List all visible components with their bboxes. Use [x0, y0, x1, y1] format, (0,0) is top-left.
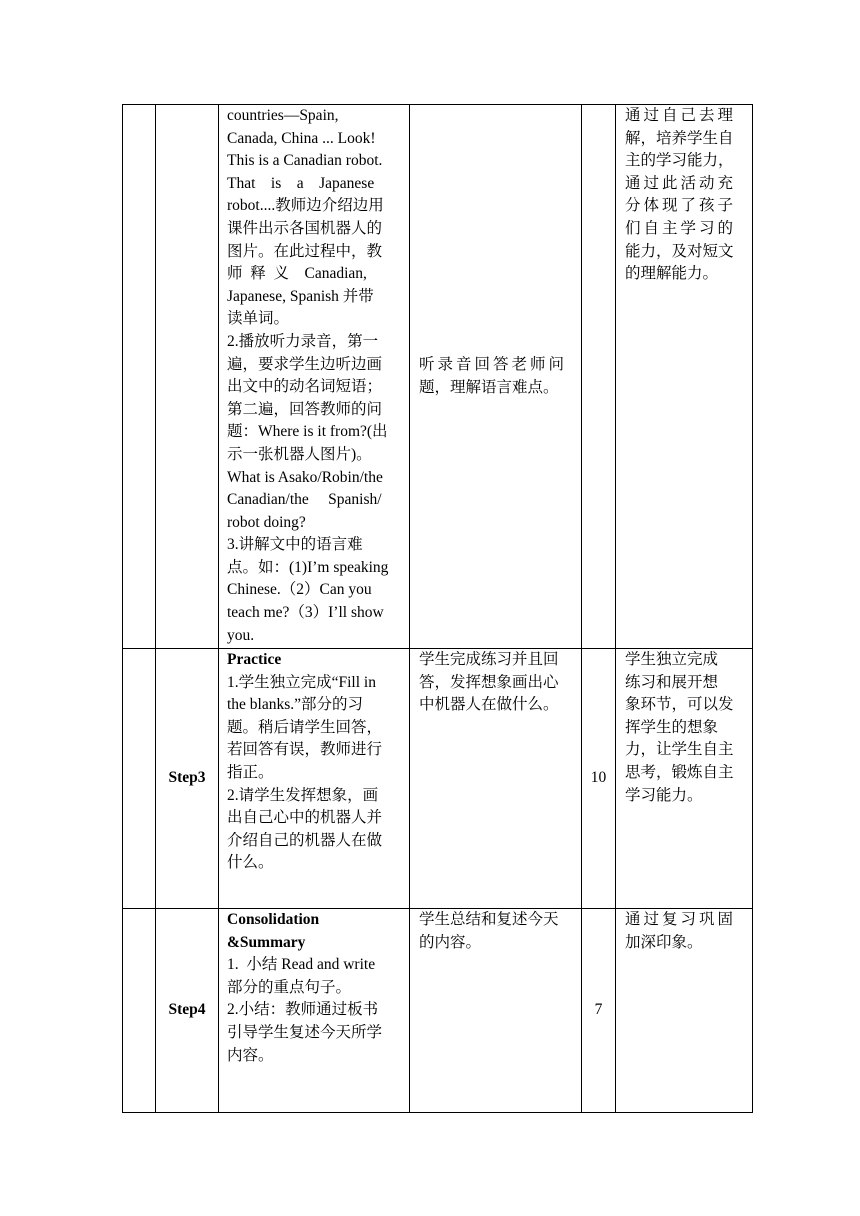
lesson-plan-table [122, 104, 753, 1113]
index-cell [123, 105, 156, 649]
time-cell: 7 [582, 909, 616, 1113]
student-activity-cell: 学生总结和复述今天 的内容。 [410, 909, 582, 1113]
step-label: Step3 [156, 649, 219, 909]
index-cell [123, 649, 156, 909]
purpose-cell: 通过自己去理 解，培养学生自 主的学习能力， 通过此活动充 分体现了孩子 们自主学习的 能力，及对短文 的理解能力。 [616, 105, 753, 649]
teacher-activity-cell: Consolidation &Summary 1. 小结 Read and write 部分的重点句子。 2.小结：教师通过板书 引导学生复述今天所学 内容。 [219, 909, 410, 1113]
section-title: &Summary [227, 933, 306, 951]
table-row [123, 105, 753, 649]
purpose-cell: 通过复习巩固 加深印象。 [616, 909, 753, 1113]
table-row [123, 909, 753, 1113]
section-title: Practice [227, 651, 282, 668]
student-activity-cell: 学生完成练习并且回 答，发挥想象画出心 中机器人在做什么。 [410, 649, 582, 909]
section-title: Consolidation [227, 911, 320, 928]
step-label: Step4 [156, 909, 219, 1113]
purpose-cell: 学生独立完成 练习和展开想 象环节，可以发 挥学生的想象 力，让学生自主 思考，锻炼自主 学习能力。 [616, 649, 753, 909]
teacher-activity-cell: Practice 1.学生独立完成“Fill in the blanks.”部分的习 题。稍后请学生回答， 若回答有误，教师进行 指正。 2.请学生发挥想象，画 出自己心中的机器人并 介绍自己的机器人在做 什么。 [219, 649, 410, 909]
time-cell: 10 [582, 649, 616, 909]
student-activity-cell: 听录音回答老师问 题，理解语言难点。 [410, 105, 582, 649]
table-row [123, 649, 753, 909]
index-cell [123, 909, 156, 1113]
step-cell [156, 105, 219, 649]
teacher-activity-cell: countries—Spain, Canada, China ... Look! This is a Canadian robot. That is a Japanese robot....教师边介绍边用 课件出示各国机器人的 图片。在此过程中，教 师 释 义 Canadian, Japanese, Spanish 并带 读单词。 2.播放听力录音，第一 遍，要求学生边听边画 出文中的动名词短语； 第二遍，回答教师的问 题：Where is it from?(出 示一张机器人图片)。 What is Asako/Robin/the Canadian/the Spanish/ robot doing? 3.讲解文中的语言难 点。如：(1)I’m speaking Chinese.（2）Can you teach me?（3）I’ll show you. [219, 105, 410, 649]
time-cell [582, 105, 616, 649]
